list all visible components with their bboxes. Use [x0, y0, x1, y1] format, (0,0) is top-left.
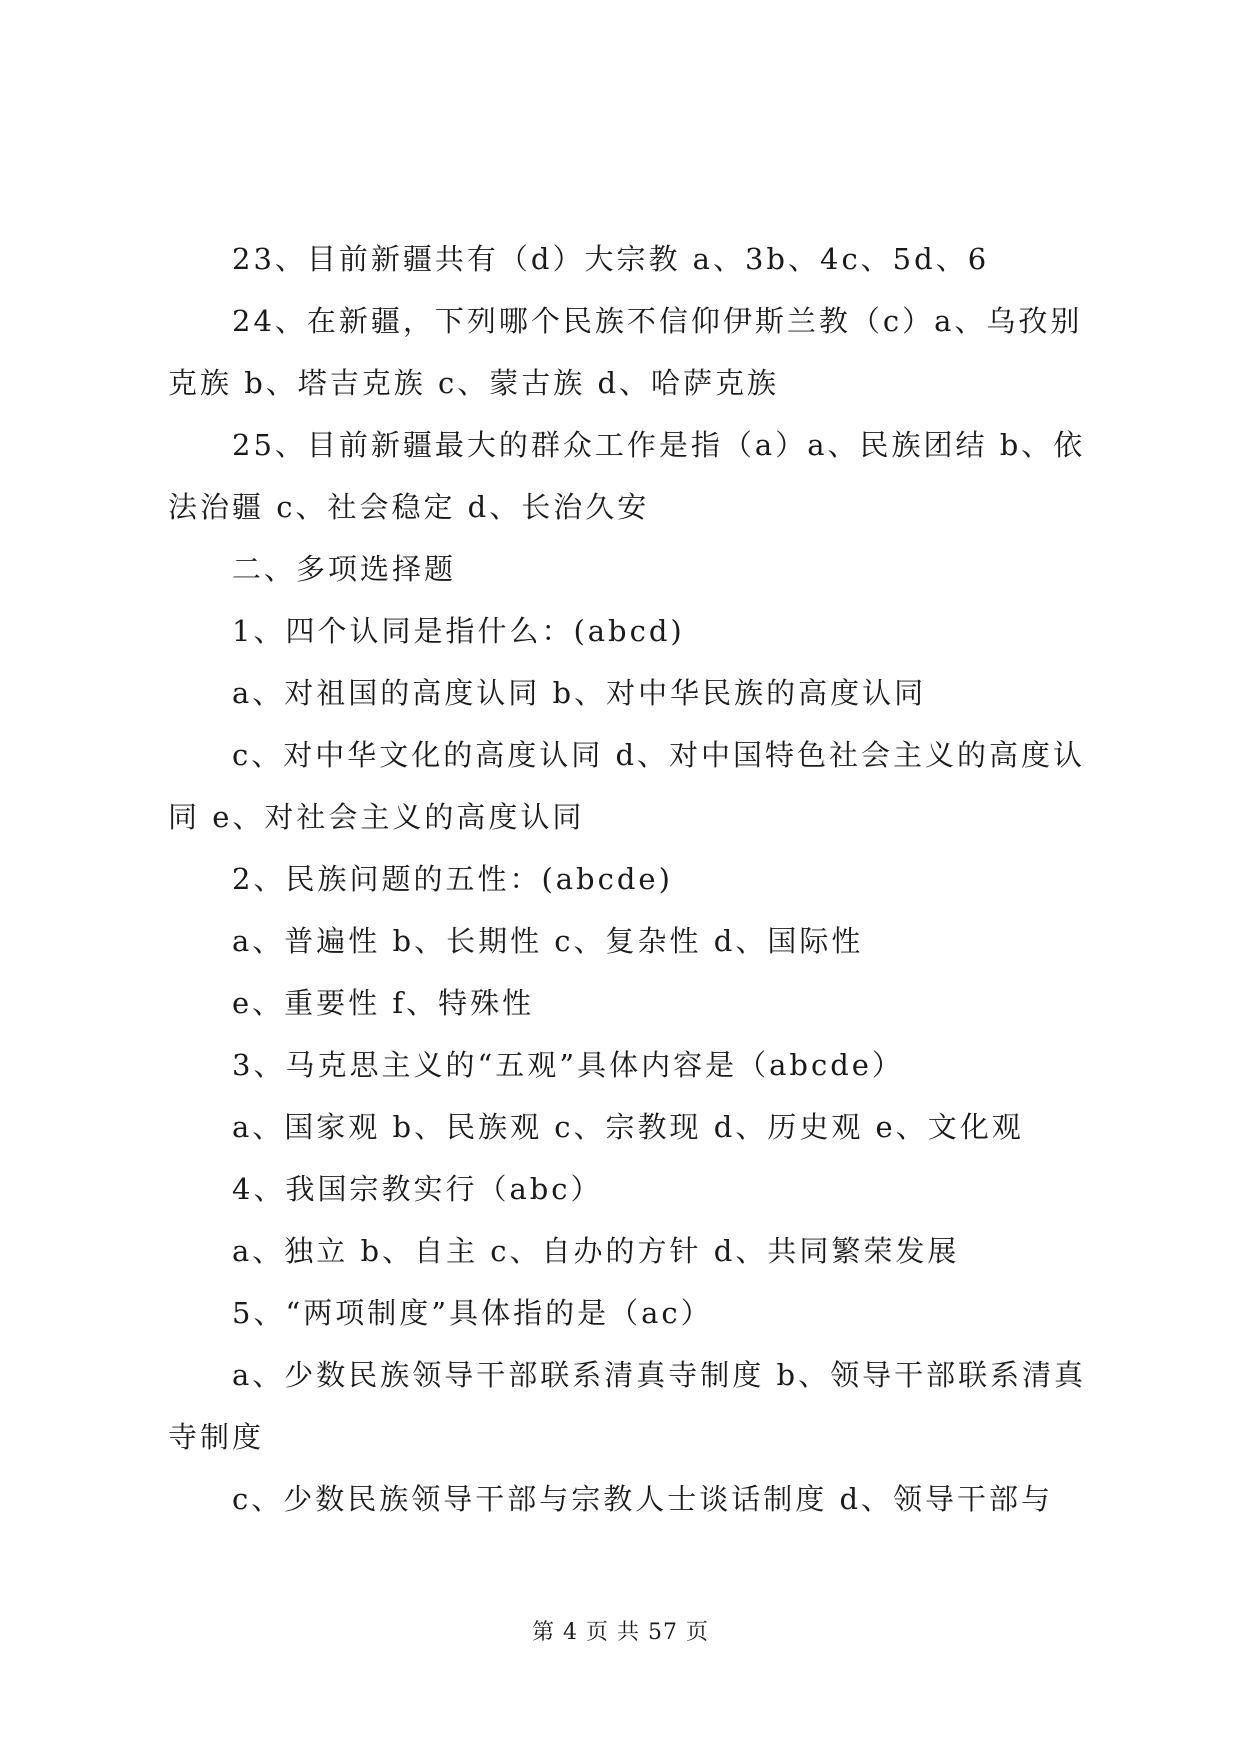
paragraph-q24: 24、在新疆，下列哪个民族不信仰伊斯兰教（c）a、乌孜别克族 b、塔吉克族 c、蒙古族 d、哈萨克族 — [168, 304, 1083, 400]
paragraph-q23: 23、目前新疆共有（d）大宗教 a、3b、4c、5d、6 — [232, 242, 990, 276]
paragraph-mq5: 5、“两项制度”具体指的是（ac） — [232, 1296, 713, 1330]
paragraph-mq2: 2、民族问题的五性：(abcde) — [232, 862, 673, 896]
paragraph-mq3-options: a、国家观 b、民族观 c、宗教现 d、历史观 e、文化观 — [232, 1110, 1024, 1144]
paragraph-mq2-options-ef: e、重要性 f、特殊性 — [232, 986, 535, 1020]
paragraph-mq1-options-cde: c、对中华文化的高度认同 d、对中国特色社会主义的高度认同 e、对社会主义的高度认同 — [168, 738, 1086, 834]
paragraph-mq5-options-ab: a、少数民族领导干部联系清真寺制度 b、领导干部联系清真寺制度 — [168, 1358, 1087, 1454]
paragraph-mq3: 3、马克思主义的“五观”具体内容是（abcde） — [232, 1048, 904, 1082]
paragraph-mq5-options-cd: c、少数民族领导干部与宗教人士谈话制度 d、领导干部与 — [232, 1482, 1054, 1516]
document-body — [168, 228, 1088, 1530]
paragraph-mq4-options: a、独立 b、自主 c、自办的方针 d、共同繁荣发展 — [232, 1234, 960, 1268]
section-heading-multiple-choice: 二、多项选择题 — [232, 552, 457, 586]
page-number-footer: 第 4 页 共 57 页 — [532, 1620, 709, 1645]
paragraph-mq1: 1、四个认同是指什么：(abcd) — [232, 614, 685, 648]
paragraph-mq4: 4、我国宗教实行（abc） — [232, 1172, 603, 1206]
paragraph-mq1-options-ab: a、对祖国的高度认同 b、对中华民族的高度认同 — [232, 676, 927, 710]
paragraph-q25: 25、目前新疆最大的群众工作是指（a）a、民族团结 b、依法治疆 c、社会稳定 d、长治久安 — [168, 428, 1086, 524]
paragraph-mq2-options-abcd: a、普遍性 b、长期性 c、复杂性 d、国际性 — [232, 924, 864, 958]
